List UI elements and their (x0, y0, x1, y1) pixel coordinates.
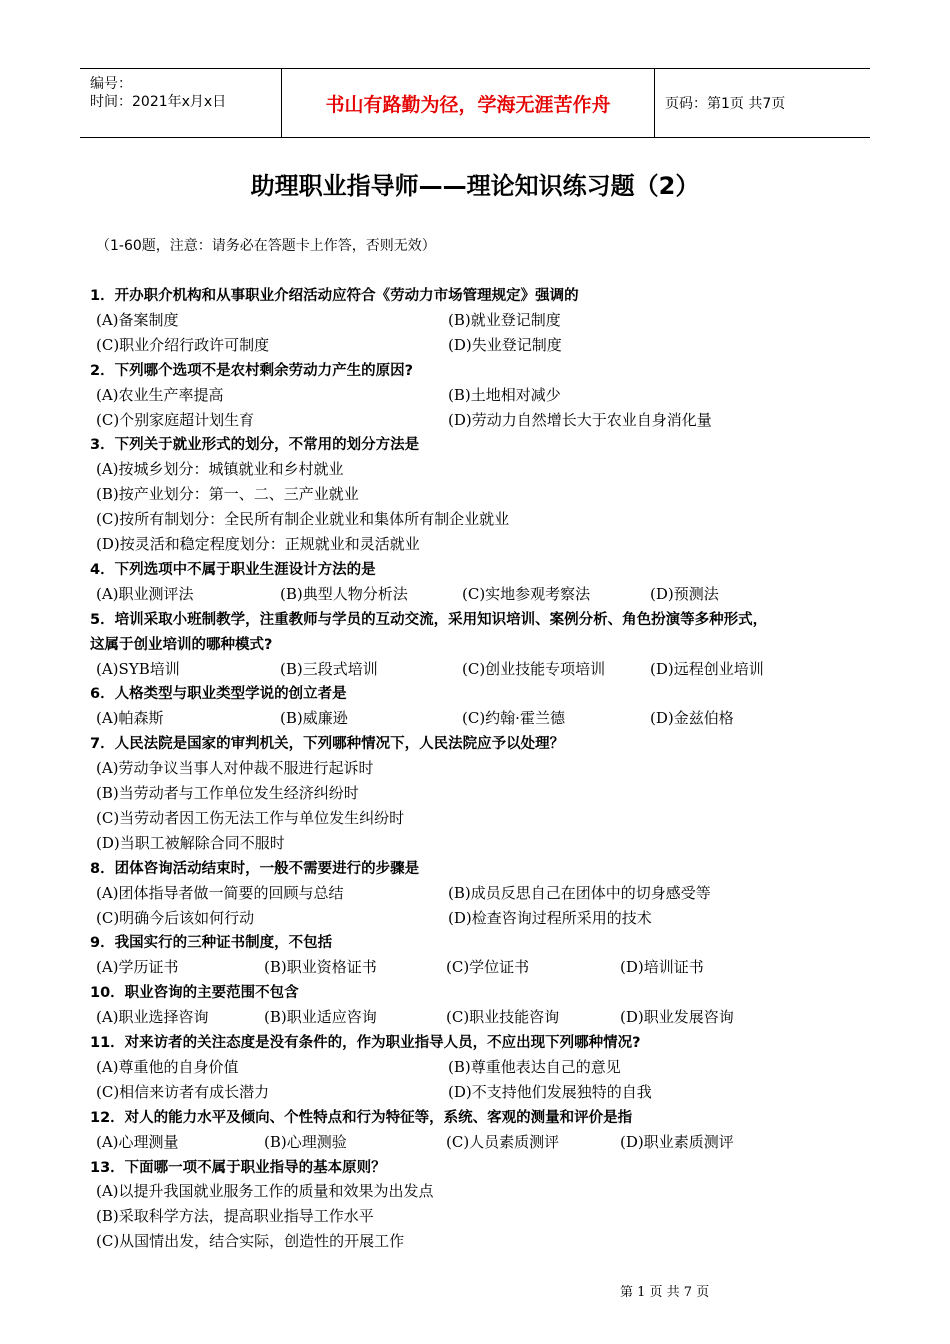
option-row (0, 583, 950, 608)
question-text (0, 682, 950, 707)
option-choice: (A)以提升我国就业服务工作的质量和效果为出发点 (96, 1182, 434, 1201)
option-choice: (B)尊重他表达自己的意见 (448, 1057, 621, 1076)
question-text (0, 608, 950, 633)
option-row (0, 409, 950, 434)
option-choice: (B)土地相对减少 (448, 385, 561, 404)
question-stem: 12．对人的能力水平及倾向、个性特点和行为特征等，系统、客观的测量和评价是指 (90, 1109, 633, 1126)
option-row (0, 483, 950, 508)
page-title: 助理职业指导师——理论知识练习题（2） (250, 172, 700, 200)
option-choice: (C)约翰·霍兰德 (462, 709, 565, 728)
question-stem: 2．下列哪个选项不是农村剩余劳动力产生的原因? (90, 362, 413, 379)
option-choice: (C)明确今后该如何行动 (96, 908, 255, 927)
question-stem: 8．团体咨询活动结束时，一般不需要进行的步骤是 (90, 860, 420, 877)
option-row (0, 782, 950, 807)
option-row (0, 334, 950, 359)
option-choice: (C)按所有制划分：全民所有制企业就业和集体所有制企业就业 (96, 510, 510, 529)
option-choice: (C)实地参观考察法 (462, 584, 591, 603)
question-stem: 10．职业咨询的主要范围不包含 (90, 985, 299, 1002)
option-choice: (A)团体指导者做一简要的回顾与总结 (96, 883, 344, 902)
question-stem: 13．下面哪一项不属于职业指导的基本原则？ (90, 1159, 386, 1176)
page-footer: 第 1 页 共 7 页 (620, 1285, 710, 1300)
page-header (80, 68, 870, 138)
option-choice: (A)备案制度 (96, 310, 179, 329)
question-text (0, 857, 950, 882)
option-choice: (C)当劳动者因工伤无法工作与单位发生纠纷时 (96, 808, 405, 827)
question-stem: 4．下列选项中不属于职业生涯设计方法的是 (90, 561, 376, 578)
option-row (0, 1006, 950, 1031)
option-choice: (D)职业素质测评 (620, 1132, 734, 1151)
header-info (80, 69, 280, 137)
option-row (0, 1081, 950, 1106)
option-choice: (D)失业登记制度 (448, 335, 562, 354)
option-choice: (C)个别家庭超计划生育 (96, 410, 255, 429)
question-text (0, 1156, 950, 1181)
question-text (0, 284, 950, 309)
option-choice: (A)职业选择咨询 (96, 1008, 209, 1027)
question-text (0, 433, 950, 458)
question-text (0, 359, 950, 384)
option-row (0, 757, 950, 782)
option-row (0, 882, 950, 907)
option-choice: (D)培训证书 (620, 958, 704, 977)
question-text (0, 981, 950, 1006)
option-choice: (D)预测法 (650, 584, 719, 603)
option-choice: (A)SYB培训 (96, 659, 180, 678)
option-choice: (A)学历证书 (96, 958, 179, 977)
option-choice: (B)当劳动者与工作单位发生经济纠纷时 (96, 784, 359, 802)
option-row (0, 1205, 950, 1230)
option-row (0, 807, 950, 832)
option-row (0, 832, 950, 857)
option-choice: (B)三段式培训 (280, 659, 378, 678)
option-choice: (C)从国情出发，结合实际，创造性的开展工作 (96, 1232, 405, 1251)
question-text (0, 732, 950, 757)
option-row (0, 707, 950, 732)
option-choice: (D)远程创业培训 (650, 659, 764, 678)
option-row (0, 1131, 950, 1156)
question-text (0, 1106, 950, 1131)
option-choice: (D)劳动力自然增长大于农业自身消化量 (448, 410, 712, 429)
option-choice: (C)职业技能咨询 (446, 1008, 560, 1027)
option-choice: (C)人员素质测评 (446, 1132, 560, 1151)
question-stem: 6．人格类型与职业类型学说的创立者是 (90, 686, 347, 703)
option-choice: (C)职业介绍行政许可制度 (96, 335, 270, 354)
question-stem: 11．对来访者的关注态度是没有条件的，作为职业指导人员，不应出现下列哪种情况? (90, 1035, 641, 1051)
question-stem: 7．人民法院是国家的审判机关，下列哪种情况下，人民法院应予以处理？ (90, 736, 565, 753)
question-text (0, 558, 950, 583)
option-choice: (A)尊重他的自身价值 (96, 1057, 239, 1076)
option-row (0, 533, 950, 558)
option-choice: (A)农业生产率提高 (96, 385, 224, 404)
option-row (0, 1230, 950, 1255)
option-choice: (A)帕森斯 (96, 709, 164, 728)
option-choice: (D)检查咨询过程所采用的技术 (448, 908, 652, 927)
option-choice: (B)心理测验 (264, 1132, 347, 1151)
question-stem: 5．培训采取小班制教学，注重教师与学员的互动交流，采用知识培训、案例分析、角色扮演等多种形式， (90, 611, 768, 628)
option-choice: (D)金兹伯格 (650, 709, 734, 728)
option-row (0, 384, 950, 409)
option-row (0, 309, 950, 334)
question-text (0, 1031, 950, 1056)
option-choice: (C)学位证书 (446, 958, 530, 977)
option-choice: (C)相信来访者有成长潜力 (96, 1082, 270, 1101)
option-choice: (B)典型人物分析法 (280, 584, 408, 603)
option-choice: (D)不支持他们发展独特的自我 (448, 1082, 652, 1101)
option-choice: (C)创业技能专项培训 (462, 659, 606, 678)
date-label: 时间：2021年x月x日 (90, 94, 227, 110)
option-choice: (B)采取科学方法，提高职业指导工作水平 (96, 1207, 374, 1226)
page-counter: 页码：第1页 共7页 (665, 96, 786, 112)
option-choice: (A)职业测评法 (96, 584, 194, 603)
question-stem: 这属于创业培训的哪种模式? (90, 636, 273, 653)
question-text (0, 633, 950, 658)
question-text (0, 931, 950, 956)
option-choice: (B)按产业划分：第一、二、三产业就业 (96, 485, 359, 504)
option-row (0, 458, 950, 483)
option-choice: (B)成员反思自己在团体中的切身感受等 (448, 883, 711, 902)
header-motto: 书山有路勤为径，学海无涯苦作舟 (281, 69, 655, 137)
option-row (0, 1056, 950, 1081)
question-stem: 3．下列关于就业形式的划分，不常用的划分方法是 (90, 437, 420, 454)
option-choice: (D)职业发展咨询 (620, 1008, 734, 1027)
option-row (0, 508, 950, 533)
option-choice: (A)劳动争议当事人对仲裁不服进行起诉时 (96, 759, 374, 778)
option-row (0, 907, 950, 932)
option-row (0, 956, 950, 981)
option-choice: (B)威廉逊 (280, 709, 348, 728)
option-choice: (B)就业登记制度 (448, 310, 561, 329)
option-choice: (B)职业资格证书 (264, 958, 377, 977)
option-choice: (D)按灵活和稳定程度划分：正规就业和灵活就业 (96, 535, 420, 553)
option-choice: (A)按城乡划分：城镇就业和乡村就业 (96, 460, 344, 479)
code-label: 编号： (90, 76, 132, 92)
question-stem: 9．我国实行的三种证书制度，不包括 (90, 935, 333, 952)
option-choice: (D)当职工被解除合同不服时 (96, 833, 285, 852)
option-choice: (A)心理测量 (96, 1132, 179, 1151)
option-choice: (B)职业适应咨询 (264, 1008, 377, 1027)
question-stem: 1．开办职介机构和从事职业介绍活动应符合《劳动力市场管理规定》强调的 (90, 288, 579, 304)
option-row (0, 658, 950, 683)
option-row (0, 1180, 950, 1205)
answer-note: （1-60题，注意：请务必在答题卡上作答，否则无效） (96, 238, 436, 254)
